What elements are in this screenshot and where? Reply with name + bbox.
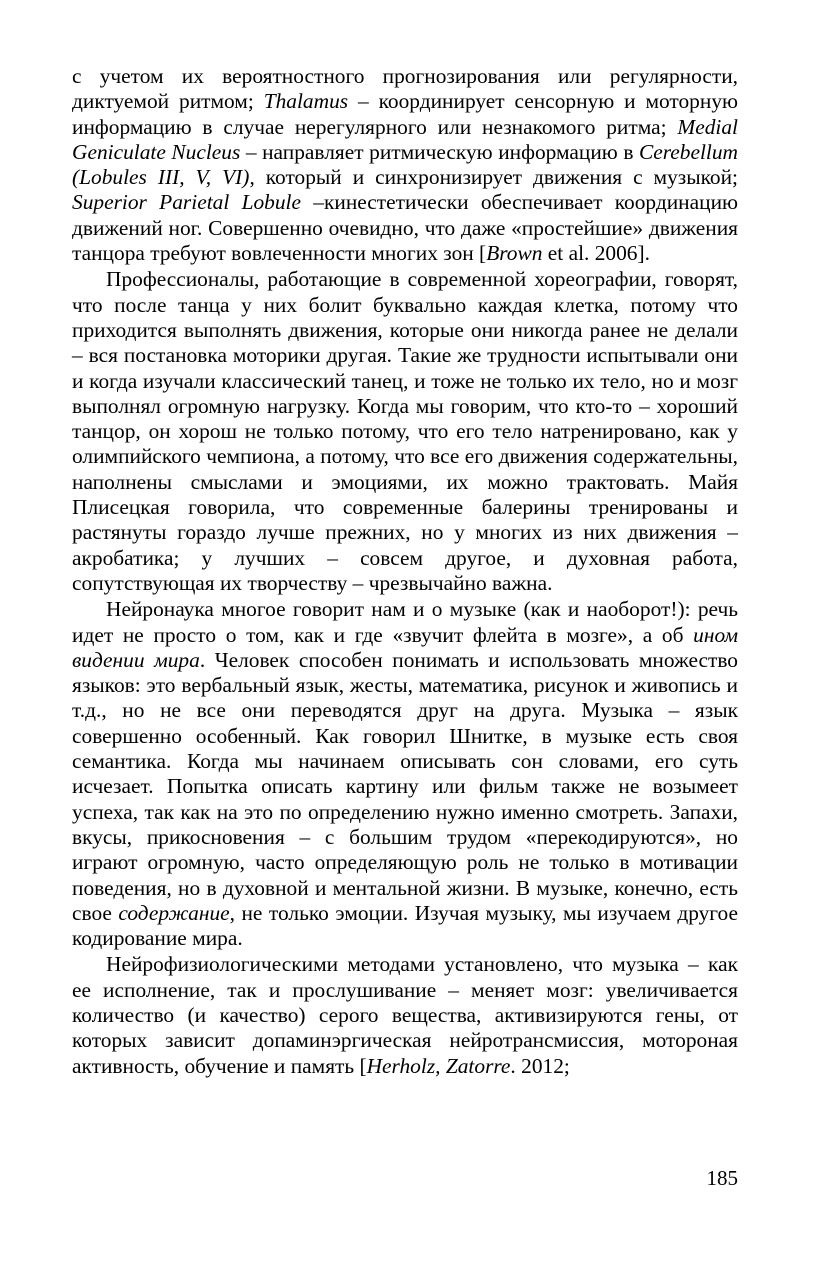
text-segment: , не только эмоции. Изучая музыку, мы изучаем другое кодирование мира.	[72, 900, 738, 951]
italic-term: Superior Parietal Lobule	[72, 190, 301, 215]
text-segment: et al. 2006].	[542, 241, 650, 266]
text-segment: –кинестетически обеспечивает координацию движений ног. Совершенно очевидно, что даже «простейшие» движения танцора требуют вовлеченности многих зон [	[72, 190, 738, 266]
text-segment: . 2012;	[510, 1053, 570, 1078]
text-segment: Нейронаука многое говорит нам и о музыке (как и наоборот!): речь идет не просто о том, как и где «звучит флейта в мозге», а об	[72, 597, 738, 647]
text-segment: – координирует сенсорную и моторную информацию в случае нерегулярного или незнакомого ритма;	[72, 89, 738, 139]
paragraph-4	[72, 952, 738, 1078]
text-segment: , который и синхронизирует движения с музыкой;	[249, 165, 738, 190]
italic-emphasis: содержание	[118, 900, 230, 925]
citation-author: Brown	[486, 241, 543, 266]
citation-author: Herholz, Zatorre	[366, 1053, 511, 1078]
page-number: 185	[706, 1166, 738, 1190]
paragraph-2	[72, 267, 738, 596]
italic-emphasis: ином видении мира	[72, 622, 738, 672]
text-segment: с учетом их вероятностного прогнозирования или регулярности, диктуемой ритмом;	[72, 64, 738, 114]
page-text	[72, 64, 738, 1079]
paragraph-3	[72, 597, 738, 951]
paragraph-1	[72, 64, 738, 266]
italic-term: Thalamus	[263, 89, 349, 114]
text-segment: – направляет ритмическую информацию в	[240, 139, 639, 164]
text-segment: . Человек способен понимать и использовать множество языков: это вербальный язык, жесты, математика, рисунок и живопись и т.д., но не все они переводятся друг на друга. Музыка – язык совершенно особенный. Как говорил Шнитке, в музыке есть своя семантика. Когда мы начинаем описывать сон словами, его суть исчезает. Попытка описать картину или фильм также не возымеет успеха, так как на это по определению нужно именно смотреть. Запахи, вкусы, прикосновения – с большим трудом «перекодируются», но играют огромную, часто определяющую роль не только в мотивации поведения, но в духовной и ментальной жизни. В музыке, конечно, есть свое	[72, 647, 739, 925]
italic-term: Cerebellum (Lobules III, V, VI)	[72, 139, 738, 190]
text-segment: Нейрофизиологическими методами установлено, что музыка – как ее исполнение, так и прослушивание – меняет мозг: увеличивается количество (и качество) серого вещества, активизируются гены, от которых зависит допаминэргическая нейротрансмиссия, мотороная активность, обучение и память [	[72, 952, 738, 1078]
text-segment: Профессионалы, работающие в современной хореографии, говорят, что после танца у них болит буквально каждая клетка, потому что приходится выполнять движения, которые они никогда ранее не делали – вся постановка моторики другая. Такие же трудности испытывали они и когда изучали классический танец, и тоже не только их тело, но и мозг выполнял огромную нагрузку. Когда мы говорим, что кто-то – хороший танцор, он хорош не только потому, что его тело натренировано, как у олимпийского чемпиона, а потому, что все его движения содержательны, наполнены смыслами и эмоциями, их можно трактовать. Майя Плисецкая говорила, что современные балерины тренированы и растянуты гораздо лучше прежних, но у многих из них движения – акробатика; у лучших – совсем другое, и духовная работа, сопутствующая их творчеству – чрезвычайно важна.	[72, 267, 738, 595]
italic-term: Medial Geniculate Nucleus	[72, 114, 738, 164]
